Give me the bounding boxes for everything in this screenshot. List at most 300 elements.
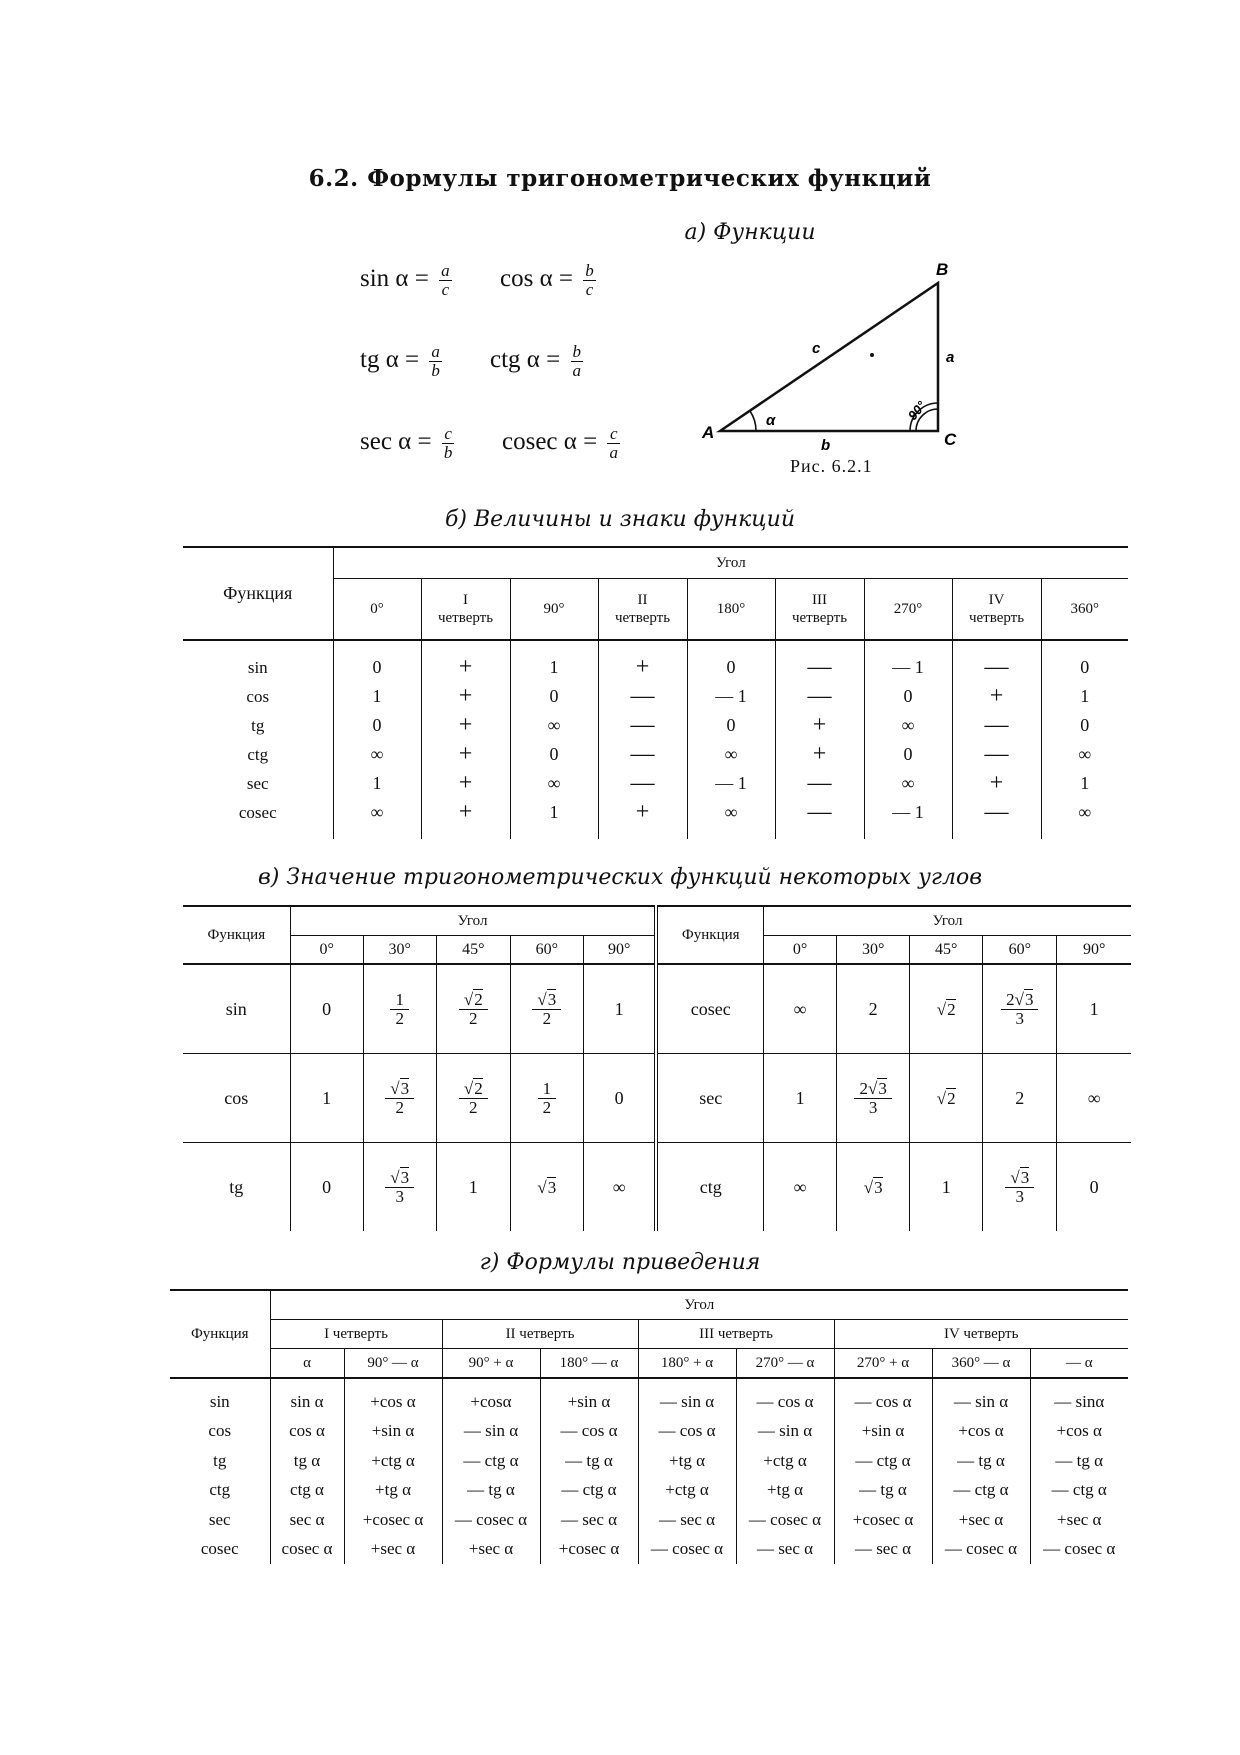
tc-cell: 2 [837,964,910,1054]
fraction-numerator [459,1080,488,1099]
sqrt-sign: √3 [390,1167,410,1187]
triangle-outline [720,283,938,431]
tc-cell: 1 [290,1054,363,1143]
td-arg-header: 90° — α [344,1349,442,1379]
vertex-b-label: B [936,260,949,279]
tb-function-cell: cos [246,686,270,706]
tc-angle-header: 0° [290,936,363,965]
tb-col-header: 0° [333,579,421,641]
tb-col-header: 90° [510,579,598,641]
tb-row-sin [183,653,1128,682]
td-quarter-header: II четверть [442,1320,638,1349]
tc-cell [983,964,1057,1054]
td-args-row [170,1349,1128,1379]
tb-cell: — [775,653,864,682]
td-cell: — cosec α [1030,1535,1128,1565]
td-cell: sin α [270,1378,344,1417]
fraction-numerator [532,991,561,1010]
td-arg-header: 360° — α [932,1349,1030,1379]
tb-cell: + [421,682,510,711]
section-d-title: г) Формулы приведения [479,1250,761,1275]
tb-col-header: 360° [1041,579,1128,641]
tb-row-ctg [183,740,1128,769]
td-cell: — ctg α [1030,1476,1128,1506]
td-cell: — tg α [932,1446,1030,1476]
fraction-denominator: 3 [868,1097,878,1117]
right-angle-label: 90° [904,398,929,423]
td-arg-header: 180° — α [540,1349,638,1379]
tb-col-header: II четверть [598,579,687,641]
tb-row-tg [183,711,1128,740]
td-cell: +tg α [638,1446,736,1476]
fraction-value [459,1080,488,1117]
td-cell: cosec α [270,1535,344,1565]
tb-cell: 0 [1041,653,1128,682]
tb-spacer-cell [421,827,510,839]
tb-spacer-cell [183,827,333,839]
tb-cell: — [598,769,687,798]
tb-cell: 0 [510,740,598,769]
fraction-denominator: 2 [395,1008,404,1028]
td-cell: +ctg α [638,1476,736,1506]
td-cell: +ctg α [344,1446,442,1476]
tc-cell [363,1054,436,1143]
fraction-value [385,1080,414,1117]
fraction-value [1001,991,1038,1028]
tb-cell: ∞ [1041,798,1128,827]
formula-ctg-name: ctg α = [490,346,561,374]
fraction-numerator [385,1080,414,1099]
tb-cell: — 1 [864,798,952,827]
fraction-denominator: 3 [395,1186,404,1206]
td-cell: +tg α [344,1476,442,1506]
fraction-numerator: 2√3 [1001,991,1038,1010]
td-cell: — tg α [540,1446,638,1476]
sqrt-sign: √3 [863,1177,883,1197]
td-cell: — sinα [1030,1378,1128,1417]
sqrt-sign: √2 [936,999,956,1019]
td-cell: +ctg α [736,1446,834,1476]
tb-cell: 1 [333,769,421,798]
tc-cell [363,964,436,1054]
sqrt-radicand: 3 [400,1078,410,1098]
td-cell: — sin α [442,1417,540,1447]
sqrt-sign: √2 [463,989,483,1009]
tb-cell: + [952,682,1041,711]
fraction-numerator [385,1169,414,1188]
tb-cell: 0 [1041,711,1128,740]
fraction-value [532,991,561,1028]
page-title: 6.2. Формулы тригонометрических функций [308,165,932,192]
td-cell: +sin α [540,1378,638,1417]
formula-sec-fraction [442,425,455,462]
td-cell: — sin α [932,1378,1030,1417]
td-cell: +sec α [1030,1505,1128,1535]
sqrt-radicand: 2 [474,989,483,1009]
tb-spacer-cell [952,827,1041,839]
tc-row [183,1054,1131,1143]
tb-spacer-cell [864,827,952,839]
formula-sin-num: a [441,261,450,280]
formula-cosec-fraction [607,425,620,462]
side-c-label: c [812,340,821,357]
tc-cell: ∞ [1057,1054,1131,1143]
tc-function-cell: cosec [656,964,763,1054]
tb-spacer-row [183,827,1128,839]
tc-angle-header: 45° [910,936,983,965]
tc-cell: ∞ [764,1143,837,1232]
sqrt-radicand: 3 [547,1177,557,1197]
td-arg-header: 270° + α [834,1349,932,1379]
td-cell: +tg α [736,1476,834,1506]
tc-left-angle-header: Угол [290,906,656,936]
tc-cell [983,1143,1057,1232]
td-cell: +sin α [344,1417,442,1447]
tc-angle-header: 60° [983,936,1057,965]
td-cell: — ctg α [442,1446,540,1476]
tc-function-cell: sec [656,1054,763,1143]
td-arg-header: 90° + α [442,1349,540,1379]
tc-function-cell: cos [183,1054,290,1143]
td-quarter-header: I четверть [270,1320,442,1349]
fraction-value [459,991,488,1028]
tb-spacer-cell [510,827,598,839]
tb-spacer-cell [510,640,598,653]
tb-function-cell: cosec [238,802,277,822]
fraction-denominator: 3 [1015,1008,1025,1028]
td-cell: +cos α [344,1378,442,1417]
tc-angle-header: 90° [1057,936,1131,965]
tc-cell: 0 [290,1143,363,1232]
formula-cos [500,262,600,299]
tb-cell: — [952,653,1041,682]
td-cell: — tg α [1030,1446,1128,1476]
tc-cell [510,964,583,1054]
tc-angle-header: 30° [363,936,436,965]
td-cell: — cos α [540,1417,638,1447]
tc-cell [910,1054,983,1143]
tb-col-header: IV четверть [952,579,1041,641]
tb-cell: + [598,798,687,827]
tb-cell: ∞ [510,711,598,740]
tb-spacer-cell [687,640,775,653]
tb-cell: — [598,682,687,711]
formula-ctg-num: b [572,342,581,361]
tc-cell: 1 [764,1054,837,1143]
fraction-denominator: 2 [395,1097,404,1117]
formula-tg [360,343,446,380]
td-cell: — sin α [736,1417,834,1447]
formula-tg-fraction [429,343,442,380]
tb-cell: 1 [1041,682,1128,711]
td-arg-header: — α [1030,1349,1128,1379]
tb-col-header: 180° [687,579,775,641]
side-b-label: b [821,437,831,454]
formula-ctg [490,343,587,380]
tc-cell: 1 [910,1143,983,1232]
formula-sin-name: sin α = [360,265,429,293]
tb-cell: 0 [864,740,952,769]
td-cell: — sec α [834,1535,932,1565]
tb-cell: — [952,711,1041,740]
fraction-denominator: 2 [542,1008,552,1028]
td-function-cell: cos [208,1421,232,1441]
formula-sec-name: sec α = [360,428,432,456]
tb-cell: + [421,653,510,682]
td-quarter-header: III четверть [638,1320,834,1349]
tb-cell: 1 [510,798,598,827]
table-values-signs [183,546,1128,839]
formula-sec [360,425,458,462]
section-b-title: б) Величины и знаки функций [445,507,795,532]
fraction-numerator: 2√3 [854,1080,891,1099]
fraction-denominator: 2 [542,1097,552,1117]
tb-row-cosec [183,798,1128,827]
td-cell: — tg α [442,1476,540,1506]
tc-cell: 1 [1057,964,1131,1054]
fraction-numerator [1005,1169,1034,1188]
td-cell: +cosec α [344,1505,442,1535]
fraction-denominator: 3 [1015,1186,1025,1206]
tc-cell: 0 [290,964,363,1054]
sqrt-radicand: 3 [1020,1167,1030,1187]
fraction-value [1005,1169,1034,1206]
formula-sec-den: b [443,443,453,462]
td-row-sec [170,1505,1128,1535]
tc-cell: 1 [583,964,656,1054]
td-cell: +sec α [344,1535,442,1565]
tc-function-cell: tg [183,1143,290,1232]
tb-spacer-cell [775,640,864,653]
formula-cos-den: c [585,280,594,299]
td-cell: +sec α [932,1505,1030,1535]
tb-spacer-cell [598,827,687,839]
table-special-angles [183,905,1131,1231]
tc-cell [510,1143,583,1232]
tb-cell: — [775,769,864,798]
td-cell: — cosec α [932,1535,1030,1565]
td-function-cell: sec [208,1509,231,1529]
tc-right-function-header: Функция [656,906,763,964]
tb-function-header: Функция [183,547,333,640]
td-cell: +cosec α [540,1535,638,1565]
fraction-numerator: 1 [390,991,409,1010]
tb-cell: ∞ [333,798,421,827]
sqrt-radicand: 2 [474,1078,483,1098]
tb-spacer-row [183,640,1128,653]
td-angle-header: Угол [270,1290,1128,1320]
formula-cos-fraction [583,262,596,299]
td-quarter-header: IV четверть [834,1320,1128,1349]
section-a-title: а) Функции [684,220,816,245]
tb-function-cell: sin [247,657,268,677]
sqrt-radicand: 3 [1024,989,1034,1009]
formula-cosec-name: cosec α = [502,428,598,456]
table-reduction-formulas [170,1289,1128,1564]
tb-spacer-cell [775,827,864,839]
tb-cell: ∞ [864,769,952,798]
tc-cell [910,964,983,1054]
tb-cell: 0 [333,653,421,682]
tb-cell: ∞ [510,769,598,798]
tb-function-cell: sec [246,773,269,793]
tc-cell [837,1054,910,1143]
tc-cell: 2 [983,1054,1057,1143]
formula-ctg-fraction [571,343,584,380]
fraction-value [385,1169,414,1206]
td-cell: — cos α [736,1378,834,1417]
tb-cell: — 1 [687,682,775,711]
tb-spacer-cell [687,827,775,839]
sqrt-radicand: 3 [400,1167,410,1187]
tc-cell: ∞ [764,964,837,1054]
tb-spacer-cell [333,640,421,653]
sqrt-sign: √3 [1010,1167,1030,1187]
tb-cell: ∞ [687,740,775,769]
td-cell: — cos α [834,1378,932,1417]
formula-cos-num: b [585,261,594,280]
td-cell: +sin α [834,1417,932,1447]
sqrt-sign: √2 [463,1078,483,1098]
tb-cell: + [952,769,1041,798]
td-cell: — sec α [540,1505,638,1535]
sqrt-radicand: 2 [947,999,956,1019]
tb-cell: 1 [333,682,421,711]
tb-cell: ∞ [687,798,775,827]
tb-cell: — 1 [687,769,775,798]
tb-body [183,640,1128,839]
td-cell: — ctg α [932,1476,1030,1506]
td-arg-header: 180° + α [638,1349,736,1379]
sqrt-radicand: 3 [547,989,557,1009]
tc-cell [436,1054,510,1143]
formula-tg-name: tg α = [360,346,420,374]
fraction-value [854,1080,891,1117]
td-cell: +cosec α [834,1505,932,1535]
tb-spacer-cell [952,640,1041,653]
formula-cosec-num: c [607,425,620,444]
fraction-numerator: 1 [538,1080,557,1099]
tb-row-sec [183,769,1128,798]
tb-cell: + [598,653,687,682]
formula-sin [360,262,456,299]
tb-function-cell: tg [251,715,265,735]
tc-angle-header: 90° [583,936,656,965]
tc-right-angle-header: Угол [764,906,1131,936]
sqrt-sign: √3 [537,1177,557,1197]
formula-sin-fraction [439,262,452,299]
formula-cosec-den: a [609,443,618,462]
tc-cell [510,1054,583,1143]
td-cell: — ctg α [540,1476,638,1506]
tc-function-cell: sin [183,964,290,1054]
tc-angle-header: 45° [436,936,510,965]
tb-cell: — [598,740,687,769]
tb-col-header: III четверть [775,579,864,641]
td-function-cell: cosec [200,1539,239,1559]
tc-cell: ∞ [583,1143,656,1232]
tc-angle-header: 60° [510,936,583,965]
tc-cell [363,1143,436,1232]
tb-angle-header: Угол [333,547,1128,579]
td-cell: — cosec α [736,1505,834,1535]
fraction-denominator: 2 [469,1097,478,1117]
tb-cell: 1 [510,653,598,682]
section-c-title: в) Значение тригонометрических функций некоторых углов [257,865,983,890]
tb-col-header: I четверть [421,579,510,641]
tb-spacer-cell [598,640,687,653]
tb-cell: 0 [687,653,775,682]
figure-caption: Рис. 6.2.1 [790,456,873,476]
td-cell: +cosα [442,1378,540,1417]
tc-left-function-header: Функция [183,906,290,964]
sqrt-sign: √3 [1014,989,1034,1009]
sqrt-sign: √3 [867,1078,887,1098]
tc-row [183,964,1131,1054]
td-function-cell: ctg [209,1480,231,1500]
tb-cell: 0 [687,711,775,740]
tb-cell: — [598,711,687,740]
tb-function-cell: ctg [247,744,269,764]
tb-spacer-cell [421,640,510,653]
sqrt-radicand: 3 [874,1177,883,1197]
sqrt-radicand: 2 [947,1088,956,1108]
tb-cell: — [775,682,864,711]
formula-sin-den: c [441,280,450,299]
dot-mark [870,353,874,357]
td-function-cell: tg [213,1450,227,1470]
td-arg-header: 270° — α [736,1349,834,1379]
formula-cos-name: cos α = [500,265,574,293]
tb-spacer-cell [333,827,421,839]
td-row-tg [170,1446,1128,1476]
td-body [170,1378,1128,1564]
tb-cell: ∞ [1041,740,1128,769]
td-cell: +cos α [1030,1417,1128,1447]
td-cell: +sec α [442,1535,540,1565]
sqrt-sign: √3 [390,1078,410,1098]
td-cell: +cos α [932,1417,1030,1447]
tb-cell: — [952,740,1041,769]
tc-body [183,964,1131,1231]
sqrt-sign: √2 [936,1088,956,1108]
alpha-label: α [766,412,776,429]
td-cell: — sin α [638,1378,736,1417]
tb-cell: + [775,711,864,740]
tc-row [183,1143,1131,1232]
td-row-sin [170,1378,1128,1417]
tb-col-header: 270° [864,579,952,641]
tb-cell: ∞ [864,711,952,740]
td-cell: — cosec α [638,1535,736,1565]
fraction-numerator [459,991,488,1010]
tc-cell [837,1143,910,1232]
tb-cell: — [775,798,864,827]
tc-angle-header: 0° [764,936,837,965]
tc-cell: 0 [1057,1143,1131,1232]
side-a-label: a [946,349,955,366]
formula-cosec [502,425,624,462]
td-cell: sec α [270,1505,344,1535]
tb-cell: — 1 [864,653,952,682]
tb-cell: + [421,711,510,740]
tc-cell: 1 [436,1143,510,1232]
td-cell: cos α [270,1417,344,1447]
tb-cell: ∞ [333,740,421,769]
tb-spacer-cell [864,640,952,653]
tb-cell: + [421,769,510,798]
td-cell: — ctg α [834,1446,932,1476]
